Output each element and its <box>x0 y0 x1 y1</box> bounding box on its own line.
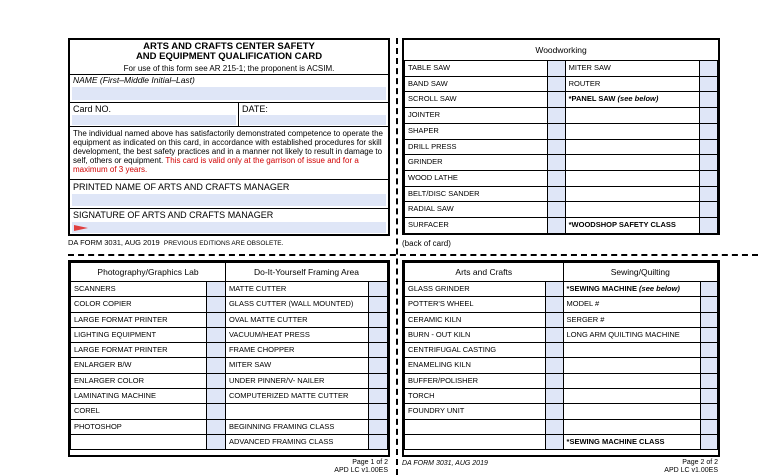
table-row <box>405 434 718 449</box>
equipment-label: WOOD LATHE <box>405 170 548 186</box>
horizontal-cut-line <box>68 254 758 256</box>
qualification-checkbox[interactable] <box>700 389 717 404</box>
equipment-label: JOINTER <box>405 108 548 124</box>
qualification-checkbox[interactable] <box>700 312 717 327</box>
qualification-checkbox[interactable] <box>369 343 388 358</box>
manager-signature-label: SIGNATURE OF ARTS AND CRAFTS MANAGER <box>73 210 274 220</box>
equipment-label: GLASS CUTTER (WALL MOUNTED) <box>225 297 368 312</box>
qualification-checkbox[interactable] <box>546 358 563 373</box>
name-field[interactable] <box>72 87 386 100</box>
table-row <box>405 297 718 312</box>
equipment-label: ENLARGER B/W <box>71 358 207 373</box>
qualification-checkbox[interactable] <box>548 202 566 218</box>
equipment-label <box>565 170 700 186</box>
equipment-label: LAMINATING MACHINE <box>71 389 207 404</box>
photo-framing-grid <box>70 262 388 450</box>
card-no-field[interactable] <box>72 115 236 125</box>
equipment-label <box>563 404 700 419</box>
equipment-label: SHAPER <box>405 123 548 139</box>
page-number-right: Page 2 of 2 APD LC v1.00ES <box>664 459 718 474</box>
table-row <box>71 297 388 312</box>
qualification-checkbox[interactable] <box>700 327 717 342</box>
table-row <box>71 389 388 404</box>
equipment-label: CERAMIC KILN <box>405 312 546 327</box>
equipment-label: UNDER PINNER/V- NAILER <box>225 373 368 388</box>
equipment-label <box>565 202 700 218</box>
qualification-checkbox[interactable] <box>700 61 718 77</box>
equipment-label: COLOR COPIER <box>71 297 207 312</box>
qualification-checkbox[interactable] <box>546 419 563 434</box>
table-row <box>405 61 718 77</box>
qualification-checkbox[interactable] <box>207 404 226 419</box>
qualification-checkbox[interactable] <box>546 282 563 297</box>
qualification-checkbox[interactable] <box>548 170 566 186</box>
page-number-left: Page 1 of 2 APD LC v1.00ES <box>334 459 388 474</box>
table-row <box>405 218 718 234</box>
table-row <box>405 155 718 171</box>
equipment-label <box>405 434 546 449</box>
equipment-label: *SEWING MACHINE (see below) <box>563 282 700 297</box>
table-row <box>405 373 718 388</box>
equipment-label: BEGINNING FRAMING CLASS <box>225 419 368 434</box>
woodworking-table <box>402 38 720 235</box>
equipment-label: *SEWING MACHINE CLASS <box>563 434 700 449</box>
qualification-checkbox[interactable] <box>207 389 226 404</box>
sign-here-arrow-icon <box>74 225 88 231</box>
qualification-checkbox[interactable] <box>700 434 717 449</box>
equipment-label: SERGER # <box>563 312 700 327</box>
equipment-label: BAND SAW <box>405 76 548 92</box>
equipment-label: SURFACER <box>405 218 548 234</box>
equipment-label: ROUTER <box>565 76 700 92</box>
equipment-label <box>563 373 700 388</box>
table-row <box>71 327 388 342</box>
equipment-label: VACUUM/HEAT PRESS <box>225 327 368 342</box>
equipment-label: BUFFER/POLISHER <box>405 373 546 388</box>
table-row <box>405 419 718 434</box>
manager-name-label: PRINTED NAME OF ARTS AND CRAFTS MANAGER <box>73 182 290 192</box>
equipment-label: LARGE FORMAT PRINTER <box>71 343 207 358</box>
qualification-checkbox[interactable] <box>700 282 717 297</box>
qualification-checkbox[interactable] <box>546 312 563 327</box>
equipment-label: DRILL PRESS <box>405 139 548 155</box>
qualification-checkbox[interactable] <box>700 218 718 234</box>
equipment-label: MODEL # <box>563 297 700 312</box>
qualification-checkbox[interactable] <box>700 404 717 419</box>
equipment-label: SCANNERS <box>71 282 207 297</box>
qualification-checkbox[interactable] <box>548 123 566 139</box>
table-row <box>71 434 388 449</box>
equipment-label: GLASS GRINDER <box>405 282 546 297</box>
qualification-checkbox[interactable] <box>548 108 566 124</box>
manager-signature-field[interactable] <box>72 222 386 233</box>
competence-statement: The individual named above has satisfactorily demonstrated competence to operate the equipment as indicated on this card, in accordance with established procedures for skill development, the best safety practices and in a manner not likely to result in damage to self, others or equipment. This card is valid only at the garrison of issue and for a maximum of 3 years. <box>73 129 383 174</box>
table-row <box>405 327 718 342</box>
qualification-checkbox[interactable] <box>207 434 226 449</box>
form-footer-right: DA FORM 3031, AUG 2019 <box>402 460 488 467</box>
table-row <box>405 76 718 92</box>
qualification-checkbox[interactable] <box>369 312 388 327</box>
equipment-label: PHOTOSHOP <box>71 419 207 434</box>
table-row <box>405 202 718 218</box>
qualification-checkbox[interactable] <box>207 358 226 373</box>
equipment-label: LARGE FORMAT PRINTER <box>71 312 207 327</box>
equipment-label: BURN - OUT KILN <box>405 327 546 342</box>
table-row <box>71 343 388 358</box>
arts-sewing-grid <box>404 262 718 450</box>
table-row <box>405 312 718 327</box>
qualification-checkbox[interactable] <box>369 297 388 312</box>
back-of-card-label: (back of card) <box>402 239 451 248</box>
equipment-label: OVAL MATTE CUTTER <box>225 312 368 327</box>
qualification-checkbox[interactable] <box>548 92 566 108</box>
equipment-label: LONG ARM QUILTING MACHINE <box>563 327 700 342</box>
equipment-label <box>563 419 700 434</box>
qualification-checkbox[interactable] <box>700 108 718 124</box>
column-header-left: Arts and Crafts <box>405 263 564 282</box>
qualification-checkbox[interactable] <box>546 327 563 342</box>
table-row <box>71 282 388 297</box>
equipment-label <box>71 434 207 449</box>
card-front <box>68 38 390 236</box>
table-row <box>405 123 718 139</box>
qualification-checkbox[interactable] <box>548 186 566 202</box>
vertical-cut-line <box>396 38 398 475</box>
column-header-left: Photography/Graphics Lab <box>71 263 226 282</box>
table-row <box>71 419 388 434</box>
column-header-right: Sewing/Quilting <box>563 263 717 282</box>
table-row <box>405 389 718 404</box>
qualification-checkbox[interactable] <box>369 327 388 342</box>
column-header-right: Do-It-Yourself Framing Area <box>225 263 387 282</box>
date-label: DATE: <box>242 104 268 114</box>
equipment-label: MITER SAW <box>565 61 700 77</box>
qualification-checkbox[interactable] <box>700 343 717 358</box>
qualification-checkbox[interactable] <box>548 155 566 171</box>
equipment-label <box>565 155 700 171</box>
equipment-label: ENAMELING KILN <box>405 358 546 373</box>
qualification-checkbox[interactable] <box>548 218 566 234</box>
qualification-checkbox[interactable] <box>700 170 718 186</box>
card-title-line2: AND EQUIPMENT QUALIFICATION CARD <box>135 51 323 62</box>
equipment-label <box>563 343 700 358</box>
equipment-label: MITER SAW <box>225 358 368 373</box>
card-title-line1: ARTS AND CRAFTS CENTER SAFETY <box>143 41 315 52</box>
qualification-checkbox[interactable] <box>546 373 563 388</box>
equipment-label <box>565 123 700 139</box>
equipment-label: ENLARGER COLOR <box>71 373 207 388</box>
qualification-checkbox[interactable] <box>548 139 566 155</box>
qualification-checkbox[interactable] <box>207 373 226 388</box>
table-row <box>71 312 388 327</box>
qualification-checkbox[interactable] <box>546 343 563 358</box>
qualification-checkbox[interactable] <box>700 297 717 312</box>
equipment-label: *PANEL SAW (see below) <box>565 92 700 108</box>
equipment-label: RADIAL SAW <box>405 202 548 218</box>
table-row <box>71 404 388 419</box>
equipment-label: POTTER'S WHEEL <box>405 297 546 312</box>
qualification-checkbox[interactable] <box>546 389 563 404</box>
qualification-checkbox[interactable] <box>700 186 718 202</box>
qualification-checkbox[interactable] <box>700 155 718 171</box>
equipment-label: MATTE CUTTER <box>225 282 368 297</box>
qualification-checkbox[interactable] <box>369 282 388 297</box>
qualification-checkbox[interactable] <box>700 139 718 155</box>
qualification-checkbox[interactable] <box>207 419 226 434</box>
table-row <box>405 343 718 358</box>
qualification-checkbox[interactable] <box>207 327 226 342</box>
table-row <box>71 373 388 388</box>
qualification-checkbox[interactable] <box>700 92 718 108</box>
card-no-label: Card NO. <box>73 104 112 114</box>
qualification-checkbox[interactable] <box>548 76 566 92</box>
table-row <box>405 170 718 186</box>
equipment-label <box>565 108 700 124</box>
qualification-checkbox[interactable] <box>546 434 563 449</box>
table-row <box>405 282 718 297</box>
equipment-label: FRAME CHOPPER <box>225 343 368 358</box>
equipment-label: *WOODSHOP SAFETY CLASS <box>565 218 700 234</box>
table-row <box>405 186 718 202</box>
equipment-label: LIGHTING EQUIPMENT <box>71 327 207 342</box>
woodworking-grid <box>404 60 718 234</box>
equipment-label: TORCH <box>405 389 546 404</box>
arts-sewing-table <box>402 260 720 457</box>
qualification-checkbox[interactable] <box>207 343 226 358</box>
equipment-label: FOUNDRY UNIT <box>405 404 546 419</box>
qualification-checkbox[interactable] <box>546 297 563 312</box>
table-row <box>405 358 718 373</box>
form-footer-left: DA FORM 3031, AUG 2019 PREVIOUS EDITIONS ARE OBSOLETE. <box>68 238 284 247</box>
equipment-label: COMPUTERIZED MATTE CUTTER <box>225 389 368 404</box>
equipment-label <box>563 358 700 373</box>
qualification-checkbox[interactable] <box>207 312 226 327</box>
table-row <box>405 92 718 108</box>
manager-name-field[interactable] <box>72 194 386 206</box>
qualification-checkbox[interactable] <box>207 297 226 312</box>
photo-framing-table <box>68 260 390 457</box>
date-field[interactable] <box>240 115 386 125</box>
qualification-checkbox[interactable] <box>700 419 717 434</box>
equipment-label <box>563 389 700 404</box>
card-subtitle: For use of this form see AR 215-1; the proponent is ACSIM. <box>123 64 335 73</box>
qualification-checkbox[interactable] <box>700 76 718 92</box>
equipment-label <box>565 139 700 155</box>
table-row <box>71 358 388 373</box>
qualification-checkbox[interactable] <box>700 358 717 373</box>
equipment-label: ADVANCED FRAMING CLASS <box>225 434 368 449</box>
qualification-checkbox[interactable] <box>369 373 388 388</box>
equipment-label <box>225 404 368 419</box>
equipment-label: CENTRIFUGAL CASTING <box>405 343 546 358</box>
qualification-checkbox[interactable] <box>369 358 388 373</box>
equipment-label: TABLE SAW <box>405 61 548 77</box>
qualification-checkbox[interactable] <box>700 123 718 139</box>
woodworking-title: Woodworking <box>404 40 718 61</box>
table-row <box>405 108 718 124</box>
equipment-label: SCROLL SAW <box>405 92 548 108</box>
equipment-label: GRINDER <box>405 155 548 171</box>
qualification-checkbox[interactable] <box>369 404 388 419</box>
qualification-checkbox[interactable] <box>369 434 388 449</box>
name-label: NAME (First–Middle Initial–Last) <box>73 75 195 85</box>
qualification-checkbox[interactable] <box>369 389 388 404</box>
qualification-checkbox[interactable] <box>369 419 388 434</box>
equipment-label <box>405 419 546 434</box>
equipment-label <box>565 186 700 202</box>
qualification-checkbox[interactable] <box>207 282 226 297</box>
table-row <box>405 139 718 155</box>
table-row <box>405 404 718 419</box>
qualification-checkbox[interactable] <box>548 61 566 77</box>
qualification-checkbox[interactable] <box>700 373 717 388</box>
validity-note: This card is valid only at the garrison of issue and for a maximum of 3 years. <box>73 156 359 174</box>
equipment-label: BELT/DISC SANDER <box>405 186 548 202</box>
equipment-label: COREL <box>71 404 207 419</box>
qualification-checkbox[interactable] <box>546 404 563 419</box>
qualification-checkbox[interactable] <box>700 202 718 218</box>
